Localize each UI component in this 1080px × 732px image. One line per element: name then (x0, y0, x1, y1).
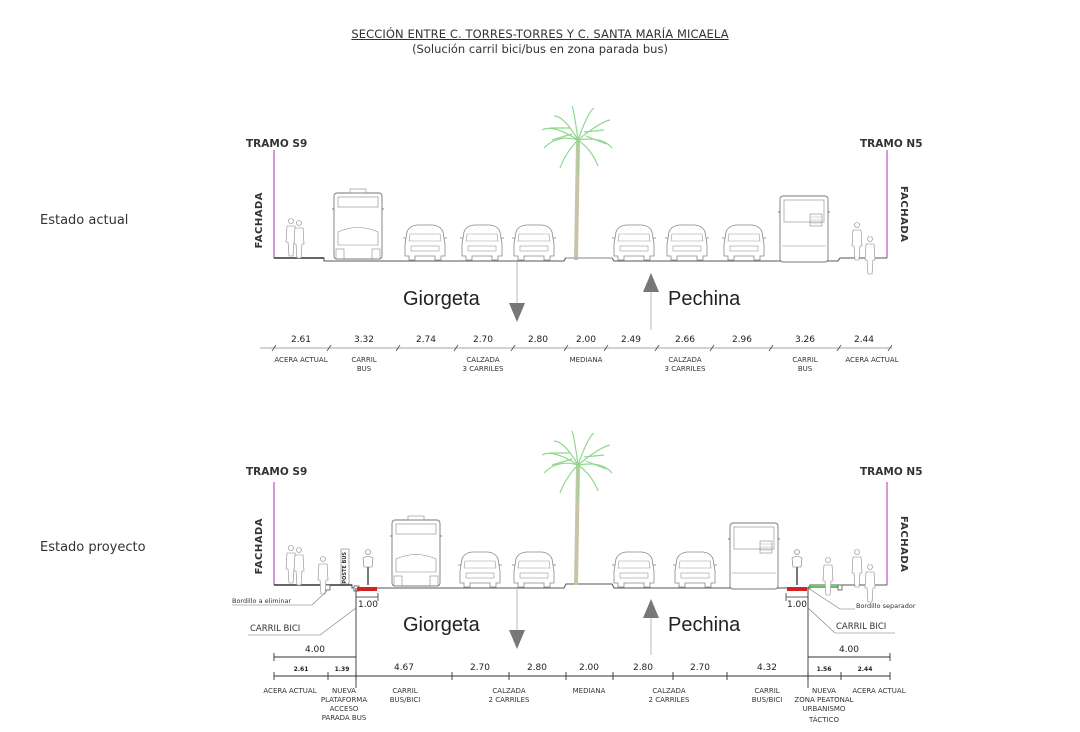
seg-label: CARRIL (792, 356, 818, 364)
seg-label: 3 CARRILES (462, 365, 504, 373)
seg-label: ACERA ACTUAL (845, 356, 899, 364)
dim-value: 2.80 (527, 335, 549, 345)
dim-value: 2.96 (731, 335, 753, 345)
dim-value: 2.61 (293, 666, 309, 673)
drawing-subtitle: (Solución carril bici/bus en zona parada bus) (412, 42, 668, 56)
dim-value: 2.70 (689, 663, 711, 673)
dim-value: 1.39 (334, 666, 350, 673)
seg-label: TÁCTICO (808, 716, 840, 724)
street-label-pechina: Pechina (668, 614, 741, 636)
seg-label: ACERA ACTUAL (852, 687, 906, 695)
dim-value: 2.44 (857, 666, 873, 673)
seg-label: CALZADA (668, 356, 702, 364)
dim-value: 1.56 (816, 666, 832, 673)
drawing-title: SECCIÓN ENTRE C. TORRES-TORRES Y C. SANTA MARÍA MICAELA (351, 27, 729, 41)
dim-value: 4.32 (756, 663, 778, 673)
seg-label: 2 CARRILES (488, 696, 530, 704)
dim-value: 2.80 (632, 663, 654, 673)
seg-label: MEDIANA (569, 356, 603, 364)
bike-lane-right (787, 587, 807, 591)
seg-label: ACERA ACTUAL (274, 356, 328, 364)
dim-value: 2.70 (472, 335, 494, 345)
seg-label: ACERA ACTUAL (263, 687, 317, 695)
seg-label: ACCESO (329, 705, 359, 713)
dim-value: 2.74 (415, 335, 437, 345)
bike-width-right: 1.00 (786, 600, 808, 610)
seg-label: NUEVA (332, 687, 356, 695)
callout-carril-bici-right: CARRIL BICI (836, 622, 887, 632)
street-label-giorgeta: Giorgeta (403, 288, 480, 310)
seg-label: CALZADA (492, 687, 526, 695)
street-label-giorgeta: Giorgeta (403, 614, 480, 636)
seg-label: 3 CARRILES (664, 365, 706, 373)
section-actual-drawing (260, 106, 892, 351)
dim-value: 3.26 (794, 335, 816, 345)
arrow-up-icon (643, 273, 659, 292)
seg-label: BUS/BICI (751, 696, 783, 704)
dim-value: 2.70 (469, 663, 491, 673)
tramo-n5-label: TRAMO N5 (860, 466, 923, 478)
bike-width-left: 1.00 (357, 600, 379, 610)
dim-value: 2.49 (620, 335, 642, 345)
dim-value: 2.80 (526, 663, 548, 673)
seg-label: ZONA PEATONAL (794, 696, 854, 704)
state-label-proyecto: Estado proyecto (40, 540, 146, 555)
fachada-left-label: FACHADA (254, 192, 265, 249)
dim-value: 2.66 (674, 335, 696, 345)
total-width-left: 4.00 (304, 645, 326, 655)
seg-label: NUEVA (812, 687, 836, 695)
tramo-s9-label: TRAMO S9 (246, 466, 308, 478)
seg-label: BUS/BICI (389, 696, 421, 704)
seg-label: CARRIL (351, 356, 377, 364)
state-label-actual: Estado actual (40, 213, 129, 228)
seg-label: PLATAFORMA (320, 696, 368, 704)
dim-value: 3.32 (353, 335, 375, 345)
dim-value: 2.00 (578, 663, 600, 673)
fachada-right-label: FACHADA (898, 516, 909, 573)
seg-label: CARRIL (754, 687, 780, 695)
fachada-left-label: FACHADA (254, 518, 265, 575)
seg-label: URBANISMO (802, 705, 846, 713)
seg-label: CALZADA (466, 356, 500, 364)
arrow-down-icon (509, 303, 525, 322)
callout-bordillo-eliminar: Bordillo a eliminar (232, 597, 292, 605)
seg-label: PARADA BUS (321, 714, 367, 722)
poste-bus-label: POSTE BUS (342, 552, 348, 584)
seg-label: 2 CARRILES (648, 696, 690, 704)
seg-label: BUS (797, 365, 813, 373)
seg-label: BUS (356, 365, 372, 373)
dim-value: 4.67 (393, 663, 415, 673)
total-width-right: 4.00 (838, 645, 860, 655)
seg-label: CALZADA (652, 687, 686, 695)
tramo-n5-label: TRAMO N5 (860, 138, 923, 150)
bike-lane-left (357, 587, 377, 591)
dim-value: 2.00 (575, 335, 597, 345)
seg-label: MEDIANA (572, 687, 606, 695)
callout-bordillo-separador: Bordillo separador (856, 602, 916, 610)
callout-carril-bici-left: CARRIL BICI (250, 624, 301, 634)
dim-value: 2.44 (853, 335, 875, 345)
tramo-s9-label: TRAMO S9 (246, 138, 308, 150)
dim-value: 2.61 (290, 335, 312, 345)
fachada-right-label: FACHADA (898, 186, 909, 243)
street-label-pechina: Pechina (668, 288, 741, 310)
seg-label: CARRIL (392, 687, 418, 695)
